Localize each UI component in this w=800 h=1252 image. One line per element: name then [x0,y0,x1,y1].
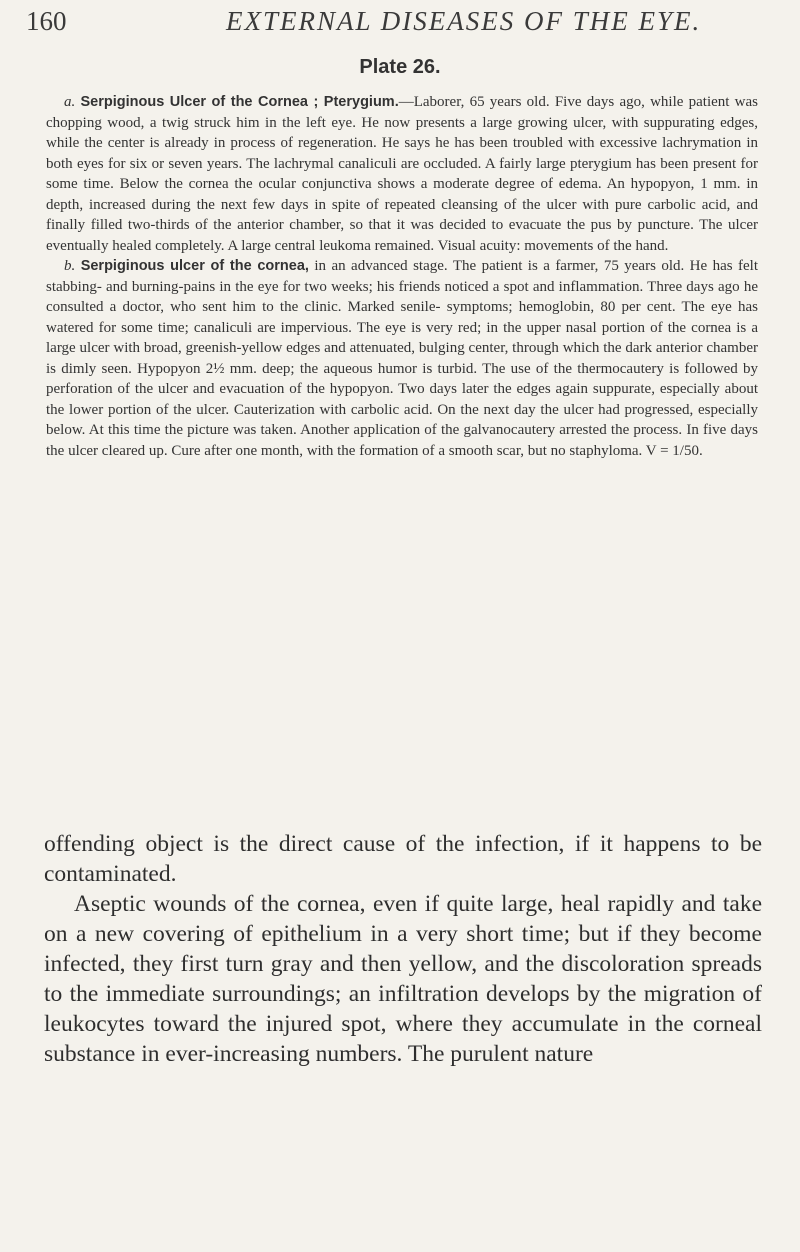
case-b-heading: Serpiginous ulcer of the cornea, [80,258,309,274]
case-a-text: —Laborer, 65 years old. Five days ago, while patient was chopping wood, a twig struck him in the left eye. He now presents a large growing ulcer, with suppurating edges, while the center is already in process of regeneration. He says he has been troubled with excessive lachrymation in both eyes for six or seven years. The lachrymal canaliculi are occluded. A fairly large pterygium has been present for some time. Below the cornea the ocular conjunctiva shows a moderate degree of edema. An hypopyon, 1 mm. in depth, increased during the next few days in spite of repeated cleansing of the ulcer with pure carbolic acid, and finally filled two-thirds of the anterior chamber, so that it was decided to evacuate the pus by puncture. The ulcer eventually healed completely. A large central leukoma remained. Visual acuity: movements of the hand. [46,94,758,254]
case-b-letter: b. [64,258,76,274]
page-header [26,6,760,46]
page-number: 160 [26,6,67,36]
body-paragraph-2: Aseptic wounds of the cornea, even if quite large, heal rapidly and take on a new covering of epithelium in a very short time; but if they become infected, they first turn gray and then yellow, and the discoloration spreads to the immediate surroundings; an infiltration develops by the migration of leukocytes toward the injured spot, where they accumulate in the corneal substance in ever-increasing numbers. The purulent nature [44,891,762,1067]
plate-caption [46,92,758,461]
body-text [44,829,762,1069]
case-a-letter: a. [64,94,76,110]
body-paragraph-1: offending object is the direct cause of the infection, if it happens to be contaminated. [44,831,762,887]
running-head: EXTERNAL DISEASES OF THE EYE. [226,6,702,36]
plate-title: Plate 26. [359,56,441,78]
caption-case-b [46,256,758,461]
caption-case-a [46,92,758,256]
case-a-heading: Serpiginous Ulcer of the Cornea ; Pterygium. [80,94,399,110]
case-b-text: in an advanced stage. The patient is a farmer, 75 years old. He has felt stabbing- and burning-pains in the eye for two weeks; his friends noticed a spot and inflammation. Three days ago he consulted a doctor, who sent him to the clinic. Marked senile- symptoms; hemoglobin, 80 per cent. The eye has watered for some time; canaliculi are impervious. The eye is very red; in the upper nasal portion of the cornea is a large ulcer with broad, greenish-yellow edges and attenuated, bulging center, through which the dark anterior chamber is dimly seen. Hypopyon 2½ mm. deep; the aqueous humor is turbid. The use of the thermocautery is followed by perforation of the ulcer and evacuation of the hypopyon. Two days later the edges again suppurate, especially about the lower portion of the ulcer. Cauterization with carbolic acid. On the next day the ulcer had progressed, especially below. At this time the picture was taken. Another application of the galvanocautery arrested the process. In five days the ulcer cleared up. Cure after one month, with the formation of a smooth scar, but no staphyloma. V = 1/50. [46,258,759,459]
